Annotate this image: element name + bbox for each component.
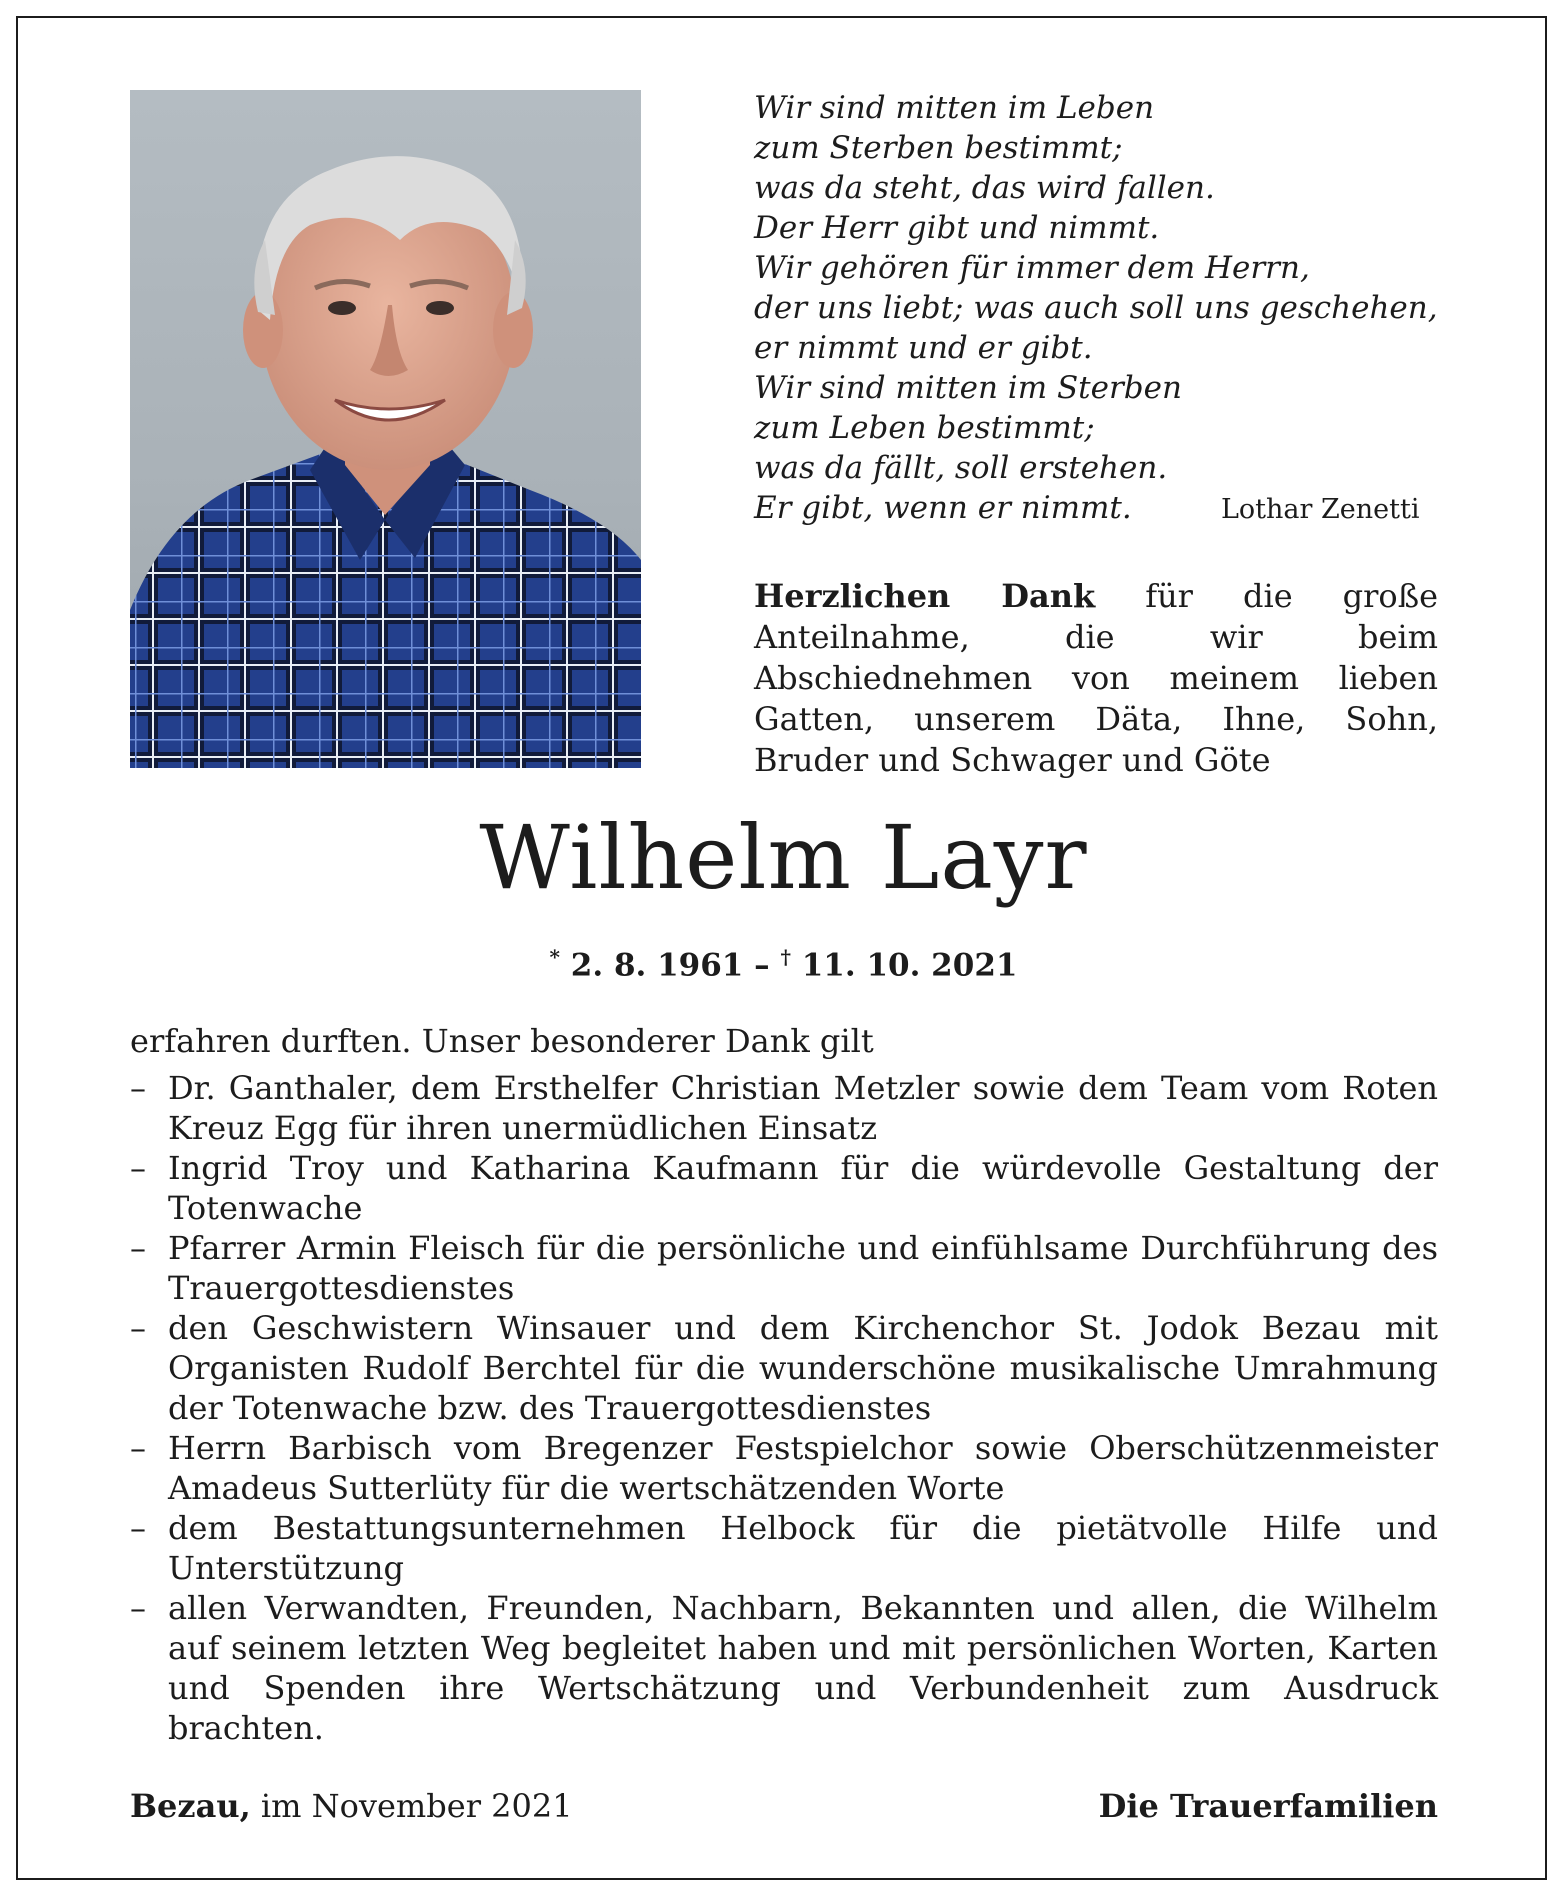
thanks-intro xyxy=(754,576,1438,781)
dash-bullet: – xyxy=(130,1229,146,1267)
death-symbol: † xyxy=(780,945,791,969)
dash-bullet: – xyxy=(130,1509,146,1547)
thanks-lead: erfahren durften. Unser besonderer Dank gilt xyxy=(130,1022,874,1060)
birth-date: 2. 8. 1961 – xyxy=(560,947,781,984)
thanks-list xyxy=(130,1068,1438,1748)
poem xyxy=(754,88,1454,528)
deceased-name: Wilhelm Layr xyxy=(479,806,1088,909)
dash-bullet: – xyxy=(130,1429,146,1467)
poem-line: zum Leben bestimmt; xyxy=(754,410,1095,446)
death-date: 11. 10. 2021 xyxy=(790,947,1018,984)
portrait-photo xyxy=(130,90,641,768)
signature: Die Trauerfamilien xyxy=(1098,1787,1438,1825)
poem-line: Der Herr gibt und nimmt. xyxy=(754,210,1160,246)
dash-bullet: – xyxy=(130,1309,146,1347)
place-date xyxy=(130,1787,573,1825)
poem-line: er nimmt und er gibt. xyxy=(754,330,1093,366)
poem-last-row xyxy=(754,488,1454,528)
poem-line: der uns liebt; was auch soll uns geschehen, xyxy=(754,290,1438,326)
list-item xyxy=(130,1068,1438,1148)
poem-line: zum Sterben bestimmt; xyxy=(754,130,1123,166)
dash-bullet: – xyxy=(130,1069,146,1107)
list-item xyxy=(130,1228,1438,1308)
poem-line: Wir sind mitten im Leben xyxy=(754,90,1155,126)
life-dates xyxy=(0,945,1567,983)
list-item xyxy=(130,1508,1438,1588)
list-item xyxy=(130,1148,1438,1228)
thanks-intro-bold: Herzlichen Dank xyxy=(754,577,1096,615)
poem-line: Er gibt, wenn er nimmt. xyxy=(754,490,1132,526)
list-item-text: Herrn Barbisch vom Bregenzer Festspielchor sowie Oberschützenmeister Amadeus Sutterlüty für die wertschätzenden Worte xyxy=(168,1429,1438,1507)
poem-line: was da fällt, soll erstehen. xyxy=(754,450,1168,486)
list-item-text: Pfarrer Armin Fleisch für die persönliche und einfühlsame Durchführung des Trauergottesdienstes xyxy=(168,1229,1438,1307)
list-item-text: Ingrid Troy und Katharina Kaufmann für die würdevolle Gestaltung der Totenwache xyxy=(168,1149,1438,1227)
list-item xyxy=(130,1588,1438,1748)
birth-symbol: * xyxy=(549,945,560,969)
poem-line: Wir sind mitten im Sterben xyxy=(754,370,1182,406)
list-item-text: den Geschwistern Winsauer und dem Kirchenchor St. Jodok Bezau mit Organisten Rudolf Berchtel für die wunderschöne musikalische Umrahmung der Totenwache bzw. des Trauergottesdienstes xyxy=(168,1309,1438,1427)
poem-line: was da steht, das wird fallen. xyxy=(754,170,1215,206)
poem-line: Wir gehören für immer dem Herrn, xyxy=(754,250,1310,286)
place: Bezau, xyxy=(130,1787,251,1825)
dash-bullet: – xyxy=(130,1149,146,1187)
date-line: im November 2021 xyxy=(250,1787,573,1825)
poem-author: Lothar Zenetti xyxy=(1221,494,1420,525)
list-item xyxy=(130,1428,1438,1508)
thanks-intro-text: für die große Anteilnahme, die wir beim Abschiednehmen von meinem lieben Gatten, unserem Däta, Ihne, Sohn, Bruder und Schwager und Göte xyxy=(754,577,1439,779)
list-item-text: dem Bestattungsunternehmen Helbock für die pietätvolle Hilfe und Unterstützung xyxy=(168,1509,1438,1587)
list-item xyxy=(130,1308,1438,1428)
list-item-text: allen Verwandten, Freunden, Nachbarn, Bekannten und allen, die Wilhelm auf seinem letzten Weg begleitet haben und mit persönlichen Worten, Karten und Spenden ihre Wertschätzung und Verbundenheit zum Ausdruck brachten. xyxy=(168,1589,1438,1747)
portrait-illustration xyxy=(130,90,641,768)
dash-bullet: – xyxy=(130,1589,146,1627)
list-item-text: Dr. Ganthaler, dem Ersthelfer Christian Metzler sowie dem Team vom Roten Kreuz Egg für ihren unermüdlichen Einsatz xyxy=(168,1069,1438,1147)
